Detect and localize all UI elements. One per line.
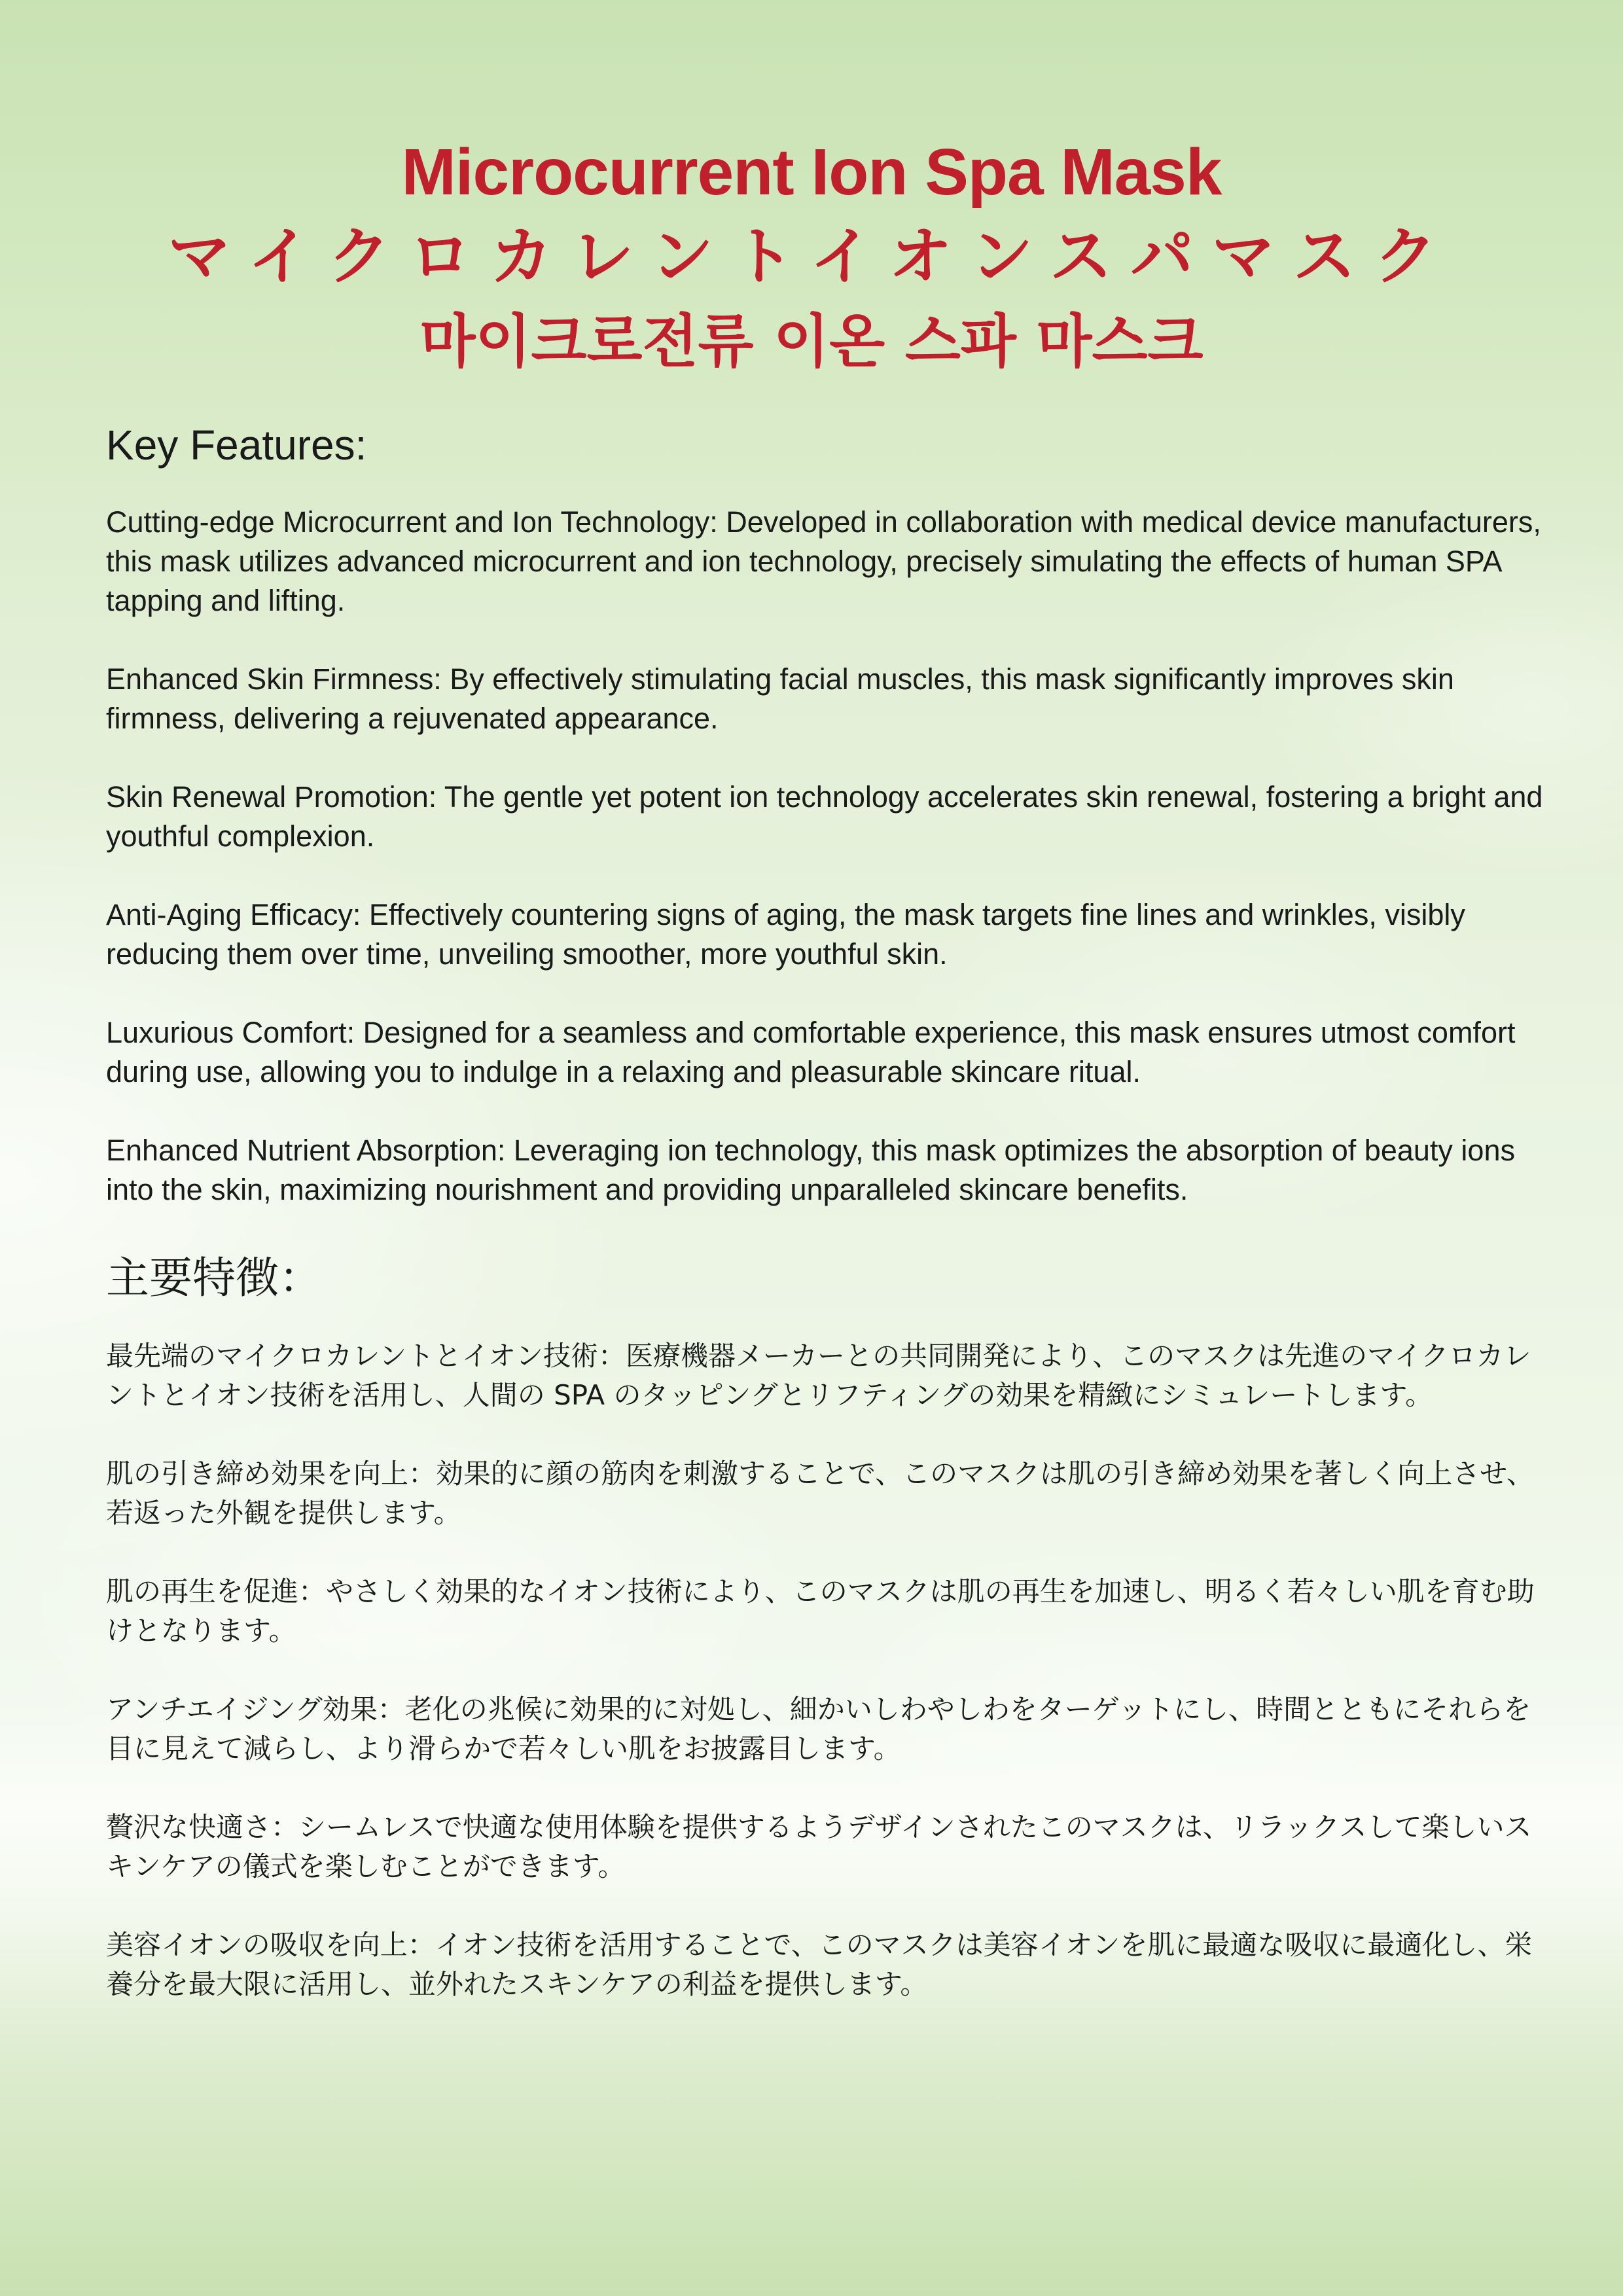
features-english-section [106, 419, 1546, 1210]
feature-ja-item: 肌の再生を促進：やさしく効果的なイオン技術により、このマスクは肌の再生を加速し、明るく若々しい肌を育む助けとなります。 [106, 1575, 1535, 1647]
feature-en-item: Luxurious Comfort: Designed for a seamless and comfortable experience, this mask ensures utmost comfort during use, allowing you to indulge in a relaxing and pleasurable skincare ritual. [106, 1016, 1516, 1088]
feature-ja-item: 最先端のマイクロカレントとイオン技術：医療機器メーカーとの共同開発により、このマスクは先進のマイクロカレントとイオン技術を活用し、人間の SPA のタッピングとリフティングの効果を精緻にシミュレートします。 [106, 1340, 1531, 1411]
feature-ja-item: 美容イオンの吸収を向上：イオン技術を活用することで、このマスクは美容イオンを肌に最適な吸収に最適化し、栄養分を最大限に活用し、並外れたスキンケアの利益を提供します。 [106, 1929, 1533, 2000]
feature-ja-item: アンチエイジング効果：老化の兆候に効果的に対処し、細かいしわやしわをターゲットにし、時間とともにそれらを目に見えて減らし、より滑らかで若々しい肌をお披露目します。 [106, 1693, 1531, 1765]
feature-ja-item: 肌の引き締め効果を向上：効果的に顔の筋肉を刺激することで、このマスクは肌の引き締め効果を著しく向上させ、若返った外観を提供します。 [106, 1458, 1534, 1529]
feature-en-item: Cutting-edge Microcurrent and Ion Technology: Developed in collaboration with medical device manufacturers, this mask utilizes advanced microcurrent and ion technology, precisely simulating the effects of human SPA tapping and lifting. [106, 505, 1541, 617]
features-japanese-heading: 主要特徴： [106, 1253, 322, 1303]
title-korean: 마이크로전류 이온 스파 마스크 [419, 308, 1204, 375]
title-english: Microcurrent Ion Spa Mask [401, 135, 1222, 209]
feature-en-item: Enhanced Nutrient Absorption: Leveraging ion technology, this mask optimizes the absorption of beauty ions into the skin, maximizing nourishment and providing unparalleled skincare benefits. [106, 1134, 1515, 1206]
content-body [106, 419, 1546, 2043]
features-english-heading: Key Features: [106, 422, 367, 469]
features-japanese-section [106, 1249, 1546, 2004]
title-block [0, 131, 1623, 380]
feature-en-item: Enhanced Skin Firmness: By effectively stimulating facial muscles, this mask significantly improves skin firmness, delivering a rejuvenated appearance. [106, 662, 1454, 735]
title-japanese: マイクロカレントイオンスパマスク [168, 220, 1455, 293]
feature-en-item: Skin Renewal Promotion: The gentle yet potent ion technology accelerates skin renewal, fostering a bright and youthful complexion. [106, 780, 1543, 853]
feature-en-item: Anti-Aging Efficacy: Effectively countering signs of aging, the mask targets fine lines and wrinkles, visibly reducing them over time, unveiling smoother, more youthful skin. [106, 898, 1465, 971]
feature-ja-item: 贅沢な快適さ：シームレスで快適な使用体験を提供するようデザインされたこのマスクは、リラックスして楽しいスキンケアの儀式を楽しむことができます。 [106, 1811, 1532, 1882]
